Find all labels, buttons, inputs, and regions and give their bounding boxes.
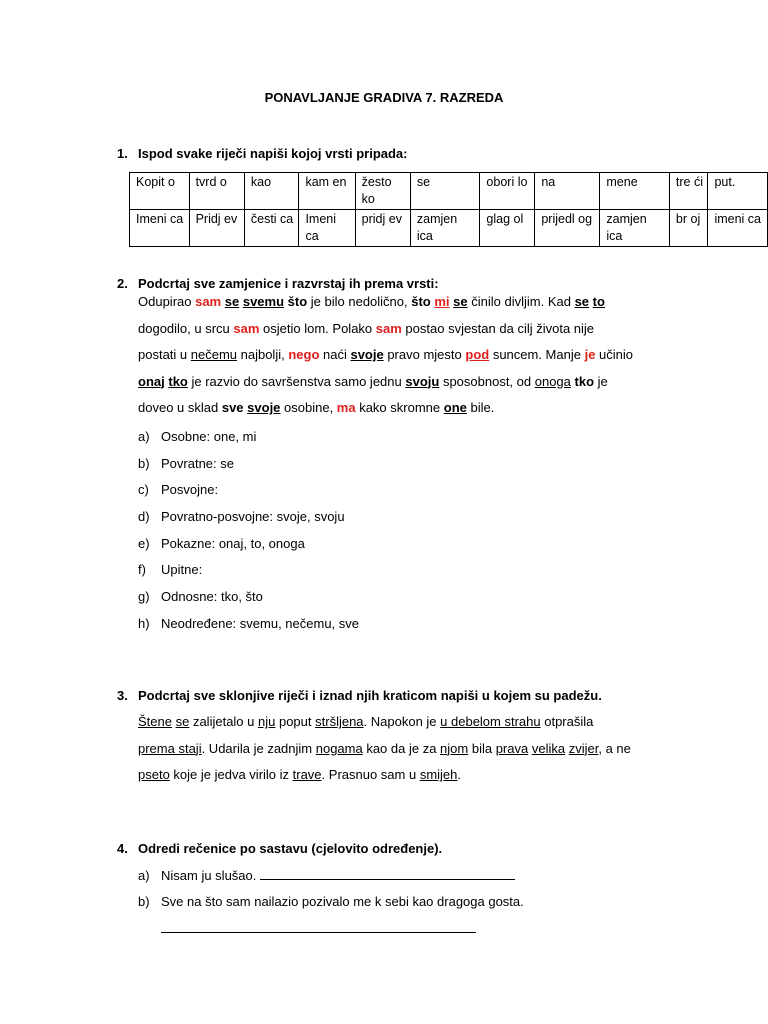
table-cell: se [410, 173, 480, 210]
table-row-words [130, 173, 768, 210]
item-text: Pokazne: onaj, to, onoga [161, 535, 305, 551]
table-cell: put. [708, 173, 768, 210]
text-run: je [594, 373, 608, 389]
pronoun-paragraph [138, 289, 698, 422]
marked-word: svoje [350, 347, 384, 362]
text-run: . Udarila je zadnjim [201, 740, 316, 756]
marked-word: sam [375, 320, 402, 336]
marked-word: nju [258, 714, 276, 729]
table-cell: česti ca [244, 210, 299, 247]
text-run: je razvio do savršenstva samo jednu [187, 373, 406, 389]
section-1-heading [117, 146, 407, 161]
marked-word: svoje [247, 400, 281, 415]
marked-word: sam [233, 320, 260, 336]
text-run: doveo u sklad [138, 400, 222, 415]
table-cell: zamjen ica [600, 210, 670, 247]
item-text: Povratne: se [161, 455, 234, 471]
paragraph-line [138, 289, 698, 316]
marked-word: tko [168, 373, 188, 389]
marked-word: one [443, 400, 467, 415]
item-text: Upitne: [161, 562, 203, 578]
table-cell: tvrd o [189, 173, 244, 210]
marked-word: se [175, 714, 190, 729]
table-cell: Imeni ca [130, 210, 190, 247]
table-cell: br oj [669, 210, 708, 247]
marked-word: se [574, 294, 590, 309]
marked-word: Štene [138, 714, 172, 729]
marked-word: nečemu [190, 347, 238, 362]
item-letter: b) [138, 893, 150, 909]
marked-word: pseto [138, 767, 170, 782]
text-run: najbolji, [237, 347, 289, 362]
table-cell: imeni ca [708, 210, 768, 247]
paragraph-line [138, 342, 698, 369]
table-cell: pridj ev [355, 210, 410, 247]
paragraph-line [138, 369, 698, 396]
table-cell: glag ol [480, 210, 535, 247]
text-run: Odupirao [138, 294, 196, 309]
marked-word: što [411, 294, 431, 309]
item-letter: a) [138, 868, 150, 883]
item-letter: f) [138, 562, 146, 578]
text-run: suncem. Manje [489, 347, 585, 362]
item-text: Nisam ju slušao. [161, 868, 257, 883]
list-item [138, 894, 524, 921]
word-type-table [129, 172, 768, 247]
text-run: sposobnost, od [439, 373, 535, 389]
marked-word: prava [495, 740, 529, 756]
section-heading-text: Podcrtaj sve zamjenice i razvrstaj ih prema vrsti: [138, 276, 439, 291]
list-item [138, 616, 359, 643]
item-text: Odnosne: tko, što [161, 589, 263, 605]
item-text: Neodređene: svemu, nečemu, sve [161, 615, 359, 631]
list-item [138, 536, 359, 563]
marked-word: svemu [242, 294, 285, 309]
pronoun-categories-list [138, 429, 359, 643]
marked-word: što [287, 294, 308, 309]
text-run: dogodilo, u srcu [138, 320, 234, 336]
marked-word: sve [221, 400, 244, 415]
item-letter: b) [138, 455, 150, 471]
list-item [138, 589, 359, 616]
marked-word: to [592, 294, 605, 309]
text-run: učinio [595, 347, 633, 362]
table-cell: prijedl og [535, 210, 600, 247]
text-run: bile. [466, 400, 495, 415]
list-item [138, 867, 524, 894]
list-item [138, 562, 359, 589]
paragraph-line [138, 736, 698, 763]
item-text: Povratno-posvojne: svoje, svoju [161, 509, 345, 525]
marked-word: ma [336, 400, 356, 415]
table-cell: kam en [299, 173, 355, 210]
section-heading-text: Podcrtaj sve sklonjive riječi i iznad njih kraticom napiši u kojem su padežu. [138, 688, 602, 703]
marked-word: je [584, 347, 596, 362]
text-run: . Prasnuo sam u [321, 767, 420, 782]
text-run: poput [275, 714, 316, 729]
section-number: 2. [117, 276, 128, 291]
item-letter: a) [138, 429, 150, 444]
marked-word: trave [292, 767, 322, 782]
item-text: Sve na što sam nailazio pozivalo me k sebi kao dragoga gosta. [161, 893, 524, 909]
list-item [138, 429, 359, 456]
text-run: naći [319, 347, 351, 362]
text-run: kao da je za [362, 740, 441, 756]
table-cell: kao [244, 173, 299, 210]
item-letter: e) [138, 535, 150, 551]
item-letter: h) [138, 615, 150, 631]
table-cell: Imeni ca [299, 210, 355, 247]
answer-blank[interactable] [260, 867, 515, 880]
marked-word: svoju [405, 373, 440, 389]
section-heading-text: Odredi rečenice po sastavu (cjelovito određenje). [138, 841, 443, 856]
marked-word: velika [531, 740, 566, 756]
text-run: , a ne [598, 740, 631, 756]
table-cell: tre ći [669, 173, 708, 210]
section-3-heading [117, 688, 602, 703]
marked-word: onaj [138, 373, 165, 389]
marked-word: onoga [534, 373, 571, 389]
item-letter: d) [138, 509, 150, 525]
paragraph-line [138, 316, 698, 343]
marked-word: pod [465, 347, 490, 362]
text-run: . Napokon je [363, 714, 441, 729]
marked-word: tko [574, 373, 595, 389]
marked-word: prema staji [138, 740, 202, 756]
list-item [138, 456, 359, 483]
list-item [138, 509, 359, 536]
section-number: 3. [117, 688, 128, 703]
marked-word: zvijer [568, 740, 599, 756]
item-text: Osobne: one, mi [161, 429, 257, 444]
text-run: pravo mjesto [383, 347, 466, 362]
table-cell: obori lo [480, 173, 535, 210]
marked-word: smijeh [419, 767, 458, 782]
table-cell: Kopit o [130, 173, 190, 210]
marked-word: nego [288, 347, 320, 362]
item-text: Posvojne: [161, 482, 219, 498]
marked-word: stršljena [315, 714, 364, 729]
item-letter: g) [138, 589, 150, 605]
marked-word: njom [440, 740, 469, 756]
paragraph-line [138, 762, 698, 789]
marked-word: nogama [315, 740, 363, 756]
text-run: koje je jedva virilo iz [169, 767, 293, 782]
paragraph-line [138, 395, 698, 422]
paragraph-line [138, 709, 698, 736]
marked-word: u debelom strahu [440, 714, 541, 729]
text-run: otprašila [540, 714, 594, 729]
list-item [138, 482, 359, 509]
page-title: PONAVLJANJE GRADIVA 7. RAZREDA [264, 90, 504, 105]
text-run: postao svjestan da cilj života nije [401, 320, 595, 336]
table-cell: Pridj ev [189, 210, 244, 247]
table-cell: žesto ko [355, 173, 410, 210]
section-heading-text: Ispod svake riječi napiši kojoj vrsti pripada: [138, 146, 408, 161]
marked-word: se [453, 294, 468, 309]
table-cell: mene [600, 173, 670, 210]
text-run: osobine, [280, 400, 337, 415]
marked-word: se [224, 294, 240, 309]
item-letter: c) [138, 482, 149, 498]
table-row-types [130, 210, 768, 247]
marked-word: sam [195, 294, 222, 309]
text-run: osjetio lom. Polako [259, 320, 376, 336]
list-item [138, 920, 524, 947]
table-cell: zamjen ica [410, 210, 480, 247]
sentence-list [138, 867, 524, 947]
text-run: činilo divljim. Kad [467, 294, 575, 309]
text-run: je bilo nedolično, [307, 294, 412, 309]
text-run: . [457, 767, 462, 782]
section-4-heading [117, 841, 442, 856]
marked-word: mi [434, 294, 450, 309]
text-run: postati u [138, 347, 191, 362]
text-run: kako skromne [355, 400, 444, 415]
answer-blank[interactable] [161, 920, 476, 933]
text-run: zalijetalo u [189, 714, 258, 729]
section-number: 4. [117, 841, 128, 856]
table-cell: na [535, 173, 600, 210]
text-run: bila [468, 740, 496, 756]
section-number: 1. [117, 146, 128, 161]
declinable-words-paragraph [138, 709, 698, 789]
